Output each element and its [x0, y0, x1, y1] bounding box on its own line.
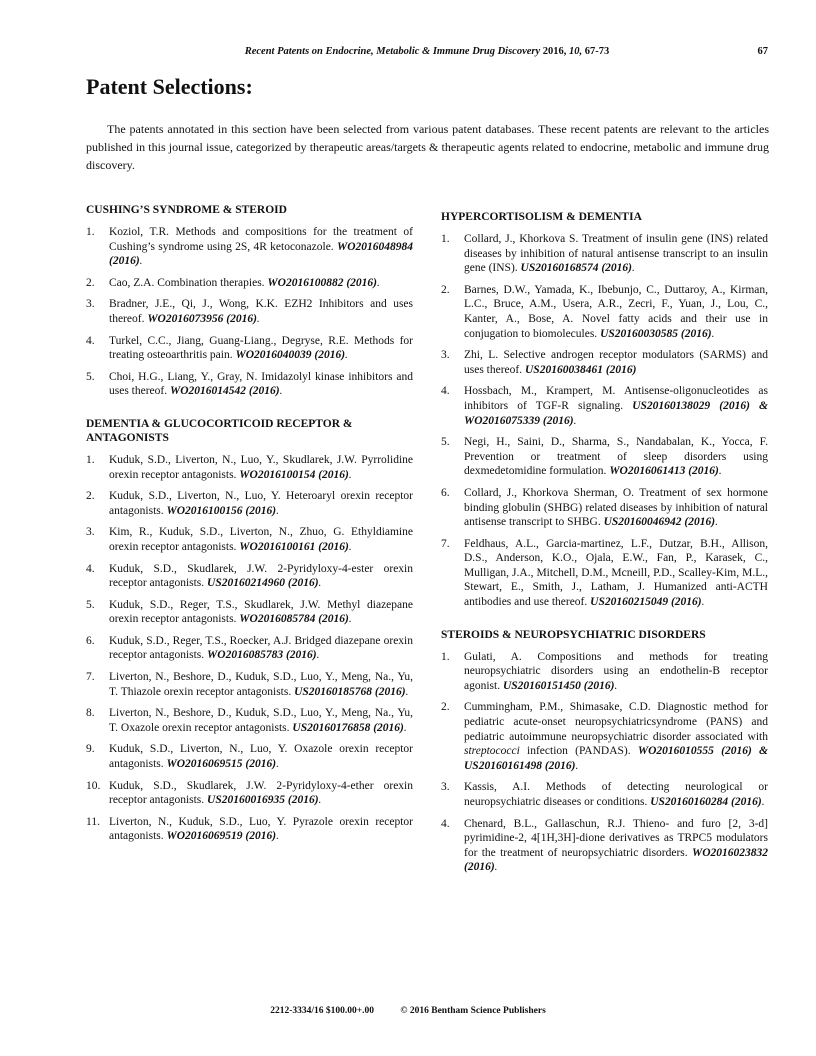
section-dementia-glucocorticoid	[86, 417, 413, 844]
patent-number: WO2016100882 (2016)	[267, 276, 377, 289]
item-number: 2.	[441, 283, 450, 296]
item-end: .	[256, 312, 260, 325]
intro-paragraph: The patents annotated in this section have been selected from various patent databases. These recent patents are relevant to the articles published in this journal issue, categorized by therapeutic areas/targets & therapeutic agents related to endocrine, metabolic and immune drug discovery.	[86, 122, 769, 172]
patent-item	[86, 453, 413, 482]
item-number: 4.	[441, 385, 450, 398]
copyright: © 2016 Bentham Science Publishers	[400, 1006, 546, 1016]
item-text: Kim, R., Kuduk, S.D., Liverton, N., Zhuo, G. Ethyldiamine orexin receptor antagonists.	[109, 526, 413, 553]
item-end: .	[276, 758, 279, 771]
patent-item	[86, 706, 413, 735]
patent-item	[441, 700, 768, 773]
patent-item	[441, 384, 768, 428]
patent-item	[86, 370, 413, 399]
item-number: 1.	[441, 233, 450, 245]
patent-number: US20160168574 (2016)	[520, 262, 633, 275]
patent-item	[86, 225, 413, 269]
item-text: Bradner, J.E., Qi, J., Wong, K.K. EZH2 Inhibitors and uses thereof.	[109, 298, 413, 325]
item-end: .	[632, 262, 635, 275]
patent-item	[86, 562, 413, 591]
item-text: Kuduk, S.D., Liverton, N., Luo, Y. Heteroaryl orexin receptor antagonists.	[109, 490, 413, 517]
patent-item	[86, 598, 413, 627]
patent-item	[441, 817, 768, 875]
patent-list	[441, 232, 768, 610]
item-text: Kuduk, S.D., Liverton, N., Luo, Y. Oxazole orexin receptor antagonists.	[109, 743, 413, 771]
patent-number: US20160030585 (2016)	[600, 327, 712, 340]
patent-number: WO2016010555 (2016) & US20160161498 (2016)	[464, 745, 768, 772]
patent-item	[86, 297, 413, 326]
patent-number: WO2016073956 (2016)	[147, 312, 257, 325]
right-column	[441, 210, 768, 882]
item-text: Kuduk, S.D., Skudlarek, J.W. 2-Pyridyloxy-4-ether orexin receptor antagonists.	[109, 779, 413, 807]
patent-number: WO2016100156 (2016)	[166, 504, 277, 517]
item-text: Feldhaus, A.L., Garcia-martinez, L.F., Dutzar, B.H., Allison, D.S., Anderson, K.O., Ojala, E.W., Fan, P., Karasek, C., Mulligan, J.A., Mitchell, D.M., Mcneill, P.D., Scalley-Kim, M.L., Stewart, E., Smith, J., Latham, J. Humanized anti-ACTH antibodies and use thereof.	[464, 537, 768, 609]
item-number: 2.	[86, 490, 95, 503]
item-number: 3.	[86, 298, 95, 311]
patent-number: US20160215049 (2016)	[590, 596, 702, 609]
patent-number: WO2016040039 (2016)	[235, 349, 346, 362]
item-end: .	[276, 504, 279, 517]
item-number: 8.	[86, 707, 95, 720]
item-text: Collard, J., Khorkova Sherman, O. Treatment of sex hormone binding globulin (SHBG) related diseases by inhibition of natural antisense transcript to SHBG.	[464, 486, 768, 529]
journal-year: 2016,	[542, 46, 567, 57]
running-header	[86, 46, 768, 62]
patent-list	[86, 225, 413, 399]
item-number: 6.	[441, 486, 450, 499]
item-end: .	[139, 255, 143, 268]
item-end: .	[279, 385, 283, 398]
section-steroids-neuropsychiatric	[441, 628, 768, 875]
patent-number: US20160138029 (2016) & WO2016075339 (2016)	[464, 399, 768, 427]
item-text: Kuduk, S.D., Skudlarek, J.W. 2-Pyridyloxy-4-ester orexin receptor antagonists.	[109, 562, 413, 590]
patent-number: WO2016061413 (2016)	[609, 465, 719, 478]
patent-number: US20160214960 (2016)	[207, 577, 319, 590]
item-end: .	[701, 596, 705, 609]
page-footer	[0, 1006, 816, 1016]
item-end: .	[318, 577, 322, 590]
item-end: .	[718, 465, 722, 478]
patent-number: WO2016100154 (2016)	[239, 468, 349, 481]
patent-item	[441, 650, 768, 694]
patent-number: US20160176858 (2016)	[292, 721, 404, 734]
patent-list	[86, 453, 413, 844]
item-text: Liverton, N., Beshore, D., Kuduk, S.D., Luo, Y., Meng, Na., Yu, T. Thiazole orexin receptor antagonists.	[109, 671, 413, 698]
item-end: .	[377, 276, 380, 289]
patent-number: US20160016935 (2016)	[207, 794, 319, 807]
item-text: Cao, Z.A. Combination therapies.	[109, 276, 268, 289]
section-cushings	[86, 203, 413, 399]
patent-number: WO2016100161 (2016)	[239, 540, 349, 553]
item-number: 1.	[86, 226, 95, 238]
item-text: Kuduk, S.D., Reger, T.S., Skudlarek, J.W. Methyl diazepane orexin receptor antagonists.	[109, 598, 413, 626]
section-heading: HYPERCORTISOLISM & DEMENTIA	[441, 211, 642, 223]
patent-item	[86, 634, 413, 663]
patent-item	[86, 779, 413, 808]
patent-number: WO2016048984 (2016)	[109, 240, 413, 268]
patent-number: WO2016069515 (2016)	[166, 758, 277, 771]
patent-list	[441, 650, 768, 875]
patent-number: WO2016023832 (2016)	[464, 846, 768, 874]
item-end: .	[711, 327, 715, 340]
item-text: Negi, H., Saini, D., Sharma, S., Nandabalan, K., Yocca, F. Prevention or treatment of sleep disorders using dexmedetomidine formulation.	[464, 436, 768, 478]
item-text: Zhi, L. Selective androgen receptor modulators (SARMS) and uses thereof.	[464, 349, 768, 376]
item-number: 11.	[86, 815, 100, 828]
item-end: .	[348, 540, 352, 553]
patent-number: US20160185768 (2016)	[294, 685, 406, 698]
patent-item	[441, 283, 768, 341]
item-text: Collard, J., Khorkova S. Treatment of insulin gene (INS) related diseases by inhibition of natural antisense transcript to an insulin gene (INS).	[464, 233, 768, 275]
item-number: 4.	[86, 562, 95, 575]
section-hypercortisolism	[441, 210, 768, 610]
patent-item	[86, 276, 413, 291]
patent-item	[86, 489, 413, 518]
item-end: .	[614, 679, 618, 692]
item-end: .	[345, 349, 348, 362]
item-number: 3.	[441, 349, 450, 362]
patent-number: WO2016069519 (2016)	[166, 830, 277, 843]
item-number: 5.	[86, 370, 95, 383]
item-end: .	[715, 516, 718, 529]
item-end: .	[761, 796, 765, 808]
item-number: 10.	[86, 779, 101, 792]
item-number: 5.	[86, 598, 95, 611]
section-heading: STEROIDS & NEUROPSYCHIATRIC DISORDERS	[441, 628, 706, 641]
item-text: Choi, H.G., Liang, Y., Gray, N. Imidazolyl kinase inhibitors and uses thereof.	[109, 370, 413, 398]
item-text-cont: infection (PANDAS).	[519, 745, 638, 758]
item-end: .	[316, 649, 320, 662]
item-end: .	[403, 721, 407, 734]
patent-item	[441, 537, 768, 610]
patent-number: US20160046942 (2016)	[603, 516, 716, 529]
patent-item	[86, 525, 413, 554]
patent-number: US20160038461 (2016)	[525, 363, 637, 376]
journal-pages: 67-73	[584, 46, 610, 57]
item-text: Kuduk, S.D., Liverton, N., Luo, Y., Skudlarek, J.W. Pyrrolidine orexin receptor antagonists.	[109, 453, 413, 481]
left-column	[86, 203, 413, 851]
item-text: Liverton, N., Beshore, D., Kuduk, S.D., Luo, Y., Meng, Na., Yu, T. Oxazole orexin receptor antagonists.	[109, 707, 413, 734]
page-title: Patent Selections:	[86, 74, 253, 99]
item-text: Koziol, T.R. Methods and compositions for the treatment of Cushing’s syndrome using 2S, 4R ketoconazole.	[109, 226, 413, 253]
item-italic-term: streptococci	[464, 745, 520, 758]
patent-item	[441, 780, 768, 809]
journal-name: Recent Patents on Endocrine, Metabolic & Immune Drug Discovery	[244, 46, 541, 57]
page-number: 67	[757, 46, 768, 57]
item-text: Liverton, N., Kuduk, S.D., Luo, Y. Pyrazole orexin receptor antagonists.	[109, 815, 413, 843]
item-text: Chenard, B.L., Gallaschun, R.J. Thieno- and furo [2, 3-d] pyrimidine-2, 4[1H,3H]-dione derivatives as TRPC5 modulators for the treatment of neuropsychiatric disorders.	[464, 817, 768, 859]
item-text: Kuduk, S.D., Reger, T.S., Roecker, A.J. Bridged diazepane orexin receptor antagonists.	[109, 634, 413, 662]
item-text: Cummingham, P.M., Shimasake, C.D. Diagnostic method for pediatric acute-onset neuropsychiatricsyndrome (PANS) and pediatric autoimmune neuropsychiatric disorder associated with	[464, 701, 768, 743]
item-text: Barnes, D.W., Yamada, K., Ibebunjo, C., Duttaroy, A., Kirman, L.C., Bruce, A.M., Usera, A.R., Zecri, F., Yuan, J., Lou, C., Kanter, A., Bose, A. Novel fatty acids and their use in conjugation to biomolecules.	[464, 283, 768, 340]
item-end: .	[318, 794, 322, 807]
item-number: 1.	[86, 453, 95, 466]
journal-volume: 10,	[569, 46, 583, 57]
item-number: 1.	[441, 650, 450, 663]
patent-item	[86, 815, 413, 844]
patent-number: WO2016014542 (2016)	[170, 385, 280, 398]
patent-item	[441, 486, 768, 530]
patent-number: US20160160284 (2016)	[650, 796, 762, 808]
patent-item	[86, 670, 413, 699]
patent-item	[86, 742, 413, 771]
item-number: 6.	[86, 634, 95, 647]
patent-number: WO2016085783 (2016)	[207, 649, 317, 662]
section-heading: CUSHING’S SYNDROME & STEROID	[86, 204, 287, 216]
item-text: Hossbach, M., Krampert, M. Antisense-oligonucleotides as inhibitors of TGF-R signaling.	[464, 385, 768, 412]
patent-number: WO2016085784 (2016)	[239, 613, 349, 626]
item-number: 5.	[441, 436, 450, 449]
patent-item	[441, 348, 768, 377]
section-heading: DEMENTIA & GLUCOCORTICOID RECEPTOR & ANTAGONISTS	[86, 417, 353, 444]
patent-item	[441, 232, 768, 276]
item-end: .	[348, 468, 352, 481]
item-number: 4.	[86, 334, 95, 347]
item-text: Gulati, A. Compositions and methods for treating neuropsychiatric disorders using an endothelin-B receptor agonist.	[464, 650, 768, 692]
item-number: 9.	[86, 743, 95, 756]
item-number: 4.	[441, 817, 450, 830]
item-number: 2.	[441, 701, 450, 714]
item-end: .	[575, 759, 579, 772]
item-end: .	[276, 830, 279, 843]
issn-price: 2212-3334/16 $100.00+.00	[270, 1006, 375, 1016]
item-number: 3.	[441, 781, 450, 794]
item-end: .	[405, 685, 409, 698]
item-text: Turkel, C.C., Jiang, Guang-Liang., Degryse, R.E. Methods for treating osteoarthritis pain.	[109, 334, 413, 362]
item-number: 7.	[441, 537, 450, 550]
patent-item	[86, 334, 413, 363]
item-number: 7.	[86, 671, 95, 684]
item-number: 3.	[86, 526, 95, 539]
journal-citation	[86, 46, 768, 57]
item-end: .	[494, 861, 498, 874]
patent-number: US20160151450 (2016)	[502, 679, 615, 692]
patent-item	[441, 435, 768, 479]
item-text: Kassis, A.I. Methods of detecting neurological or neuropsychiatric diseases or conditions.	[464, 781, 768, 808]
item-number: 2.	[86, 276, 95, 289]
item-end: .	[573, 414, 577, 427]
item-end: .	[348, 613, 352, 626]
